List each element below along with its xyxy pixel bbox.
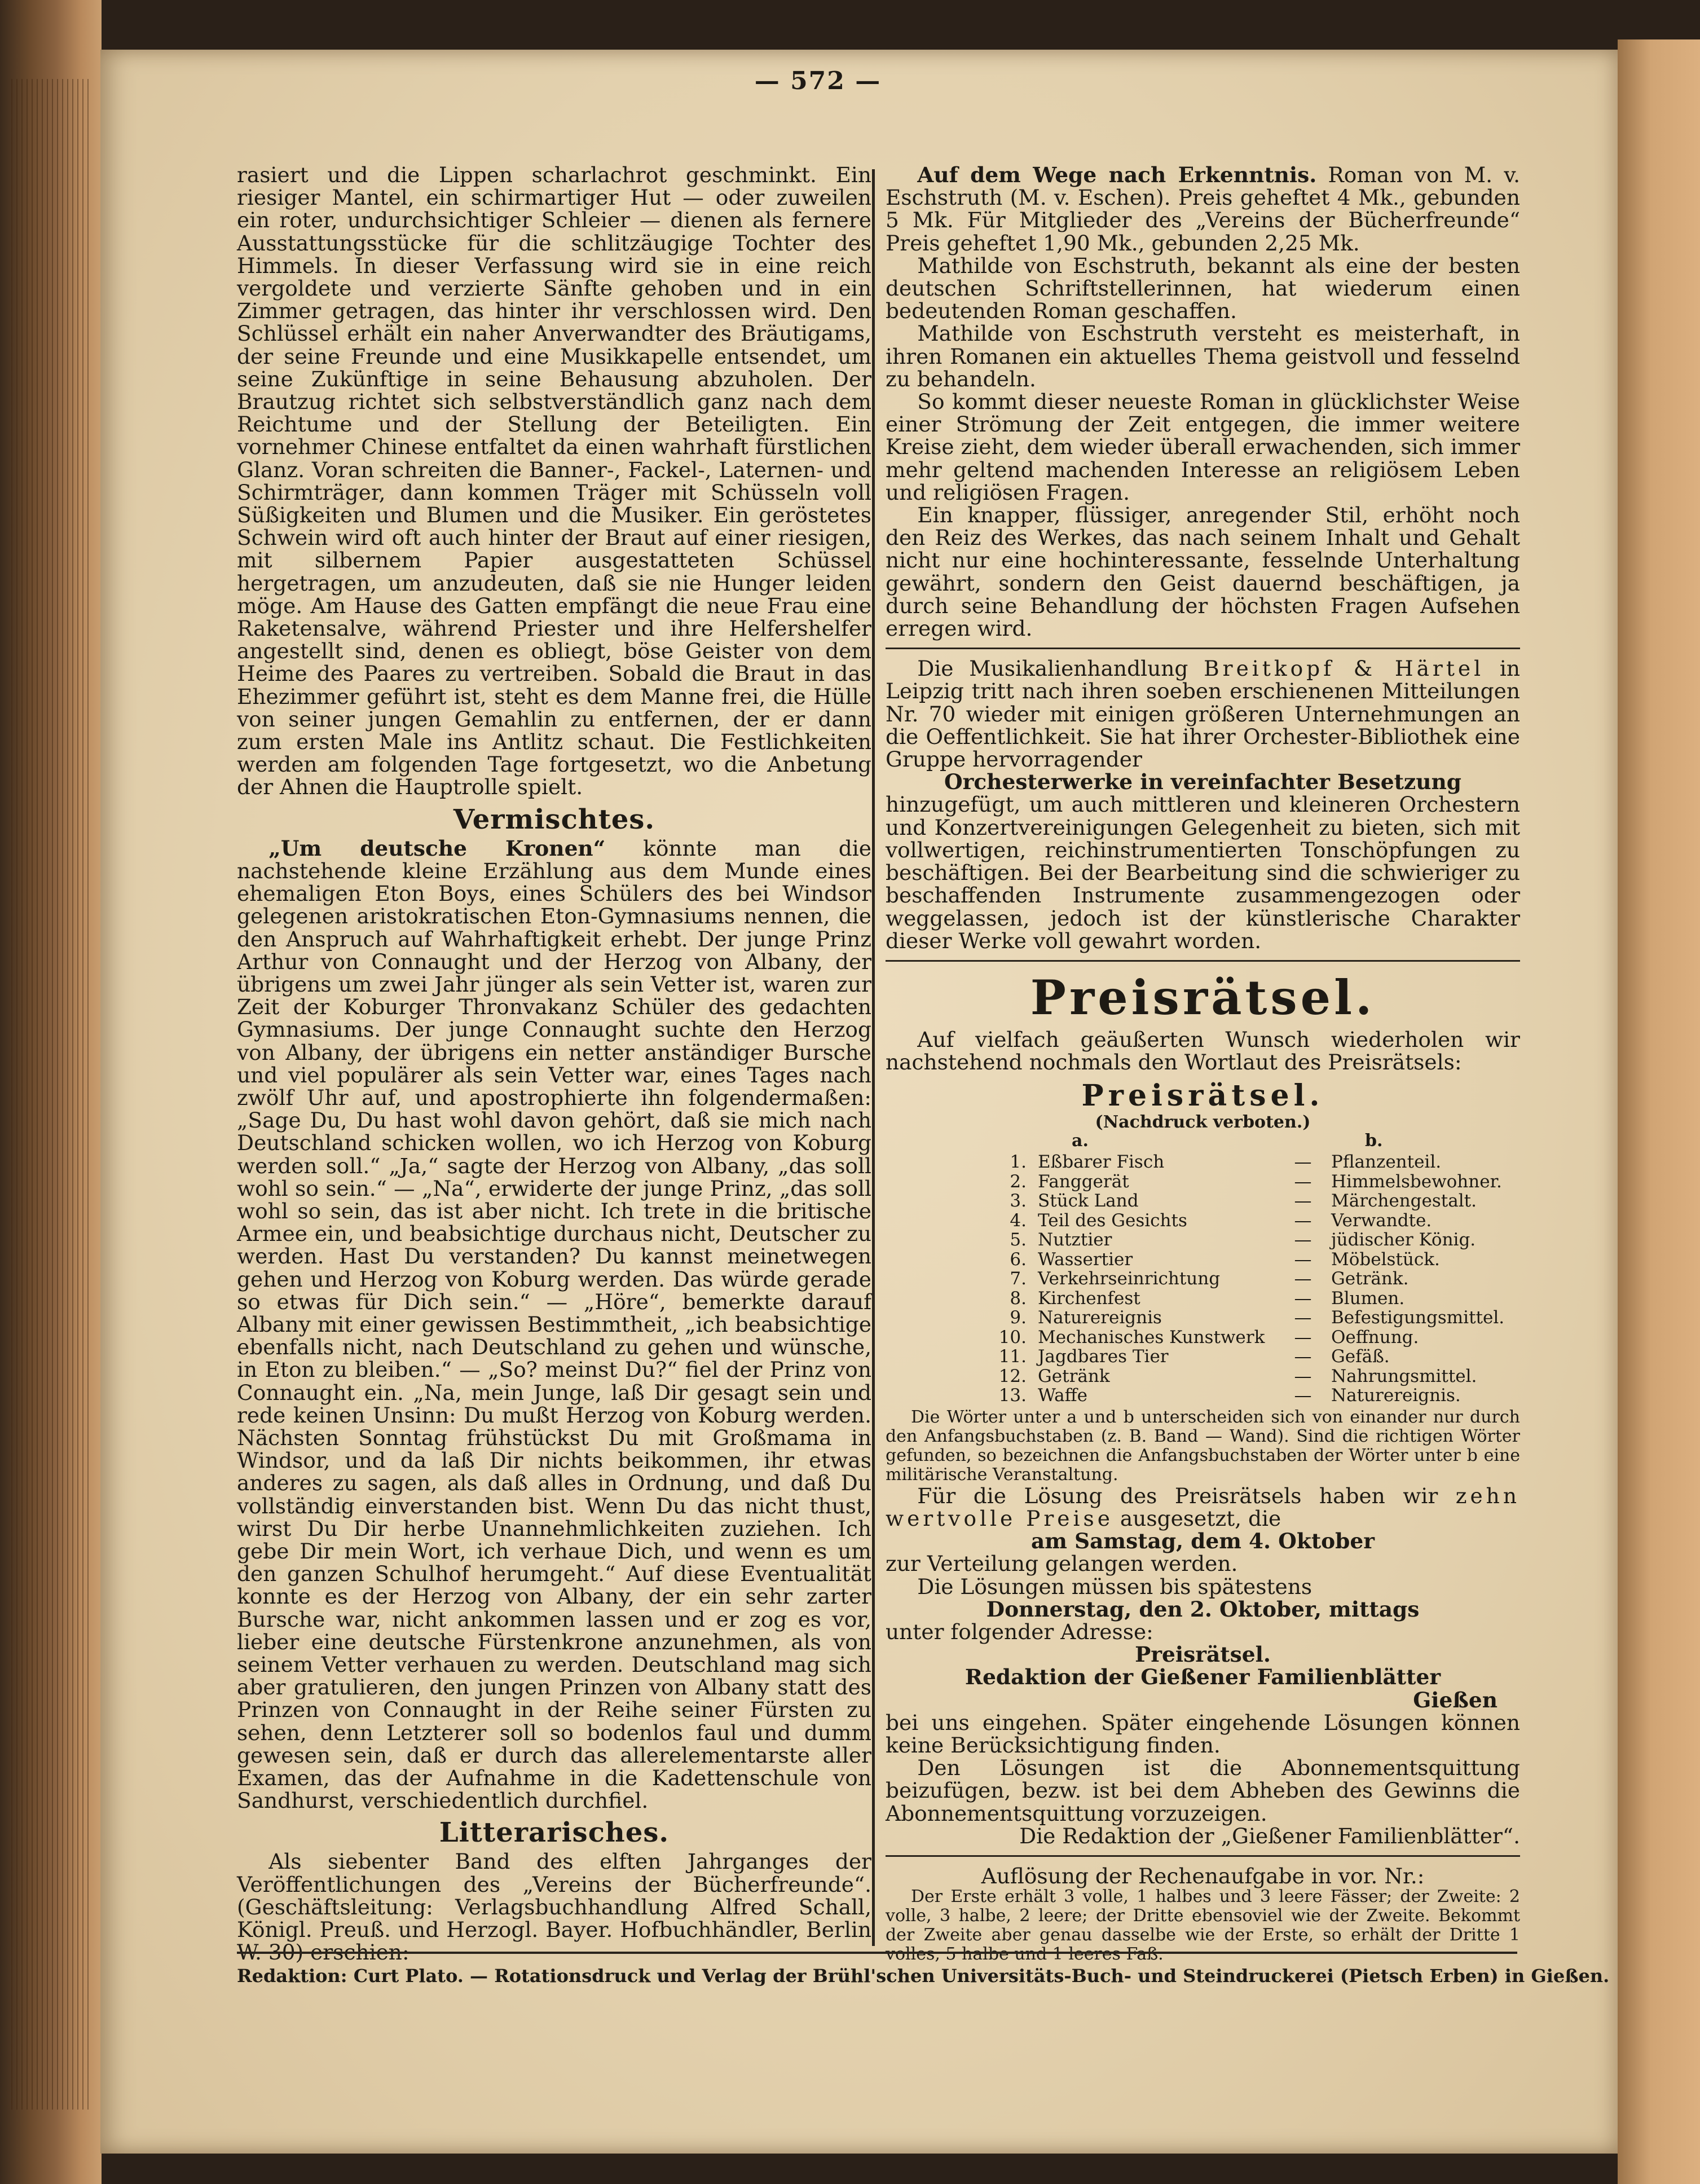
puzzle-intro: Auf vielfach geäußerten Wunsch wiederholen wir nachstehend nochmals den Wortlaut des Preisrätsels: <box>886 1027 1520 1075</box>
orchestral-works-heading: Orchesterwerke in vereinfachter Besetzung <box>944 769 1461 795</box>
row-number: 4. <box>1010 1210 1027 1231</box>
row-dash: — <box>1294 1152 1312 1173</box>
facing-page-edge <box>1618 39 1700 2184</box>
row-number: 3. <box>1010 1191 1027 1212</box>
row-number: 5. <box>1010 1230 1027 1250</box>
row-number: 12. <box>998 1366 1027 1386</box>
puzzle-table <box>987 1152 1510 1406</box>
row-number: 7. <box>1010 1269 1027 1289</box>
review-paragraph: Mathilde von Eschstruth versteht es meisterhaft, in ihren Romanen ein aktuelles Thema geistvoll und fesselnd zu behandeln. <box>886 321 1520 391</box>
row-dash: — <box>1294 1327 1312 1348</box>
review-paragraph: Ein knapper, flüssiger, anregender Stil, erhöht noch den Reiz des Werkes, das nach seinem Inhalt und Gehalt nicht nur eine hochinteressante, fesselnde Unterhaltung gewährt, sondern den Geist dauernd beschäftigen, ja durch seine Behandlung der höchsten Fragen Aufsehen erregen wird. <box>886 503 1520 641</box>
row-number: 9. <box>1010 1307 1027 1328</box>
page-edges <box>11 79 90 2110</box>
clue-a: Mechanisches Kunstwerk <box>1038 1327 1265 1348</box>
review-paragraph: Mathilde von Eschstruth, bekannt als eine der besten deutschen Schriftstellerinnen, hat wiederum einen bedeutenden Roman geschaffen. <box>886 253 1520 324</box>
clue-b: Naturereignis. <box>1331 1385 1461 1406</box>
clue-a: Naturereignis <box>1038 1307 1162 1328</box>
puzzle-explanation: Die Wörter unter a und b unterscheiden sich von einander nur durch den Anfangsbuchstaben (z. B. Band — Wand). Sind die richtigen Wörter gefunden, so bezeichnen die Anfangsbuchstaben der Wörter unter b eine militärische Veranstaltung. <box>886 1407 1520 1485</box>
puzzle-column-headers <box>1072 1132 1520 1150</box>
row-number: 13. <box>998 1385 1027 1406</box>
address-intro: unter folgender Adresse: <box>886 1619 1153 1645</box>
clue-b: Pflanzenteil. <box>1331 1152 1442 1173</box>
puzzle-row <box>987 1191 1510 1211</box>
book-binding <box>0 0 102 2184</box>
row-dash: — <box>1294 1230 1312 1250</box>
article-litterarisches: Als siebenter Band des elften Jahrganges der Veröffentlichungen des „Vereins der Bücherfreunde“. (Geschäftsleitung: Verlagsbuchhandlung Alfred Schall, Königl. Preuß. und Herzogl. Bayer. Hofbuchhändler, Berlin W. 30) erschien: <box>237 1849 871 1965</box>
puzzle-row <box>987 1308 1510 1328</box>
music-notice-text: in Leipzig tritt nach ihren soeben erschienenen Mitteilungen Nr. 70 wieder mit einigen größeren Unternehmungen an die Oeffentlichkeit. Sie hat ihrer Orchester-Bibliothek eine Gruppe hervorragender <box>886 656 1520 772</box>
prize-distribution: zur Verteilung gelangen werden. <box>886 1551 1238 1577</box>
book-review-intro <box>886 164 1520 254</box>
book-title: Auf dem Wege nach Erkenntnis. <box>917 162 1317 187</box>
row-dash: — <box>1294 1191 1312 1212</box>
row-number: 10. <box>998 1327 1027 1348</box>
row-number: 1. <box>1010 1152 1027 1173</box>
puzzle-note: (Nachdruck verboten.) <box>1095 1112 1311 1133</box>
puzzle-row <box>987 1230 1510 1250</box>
puzzle-row <box>987 1172 1510 1192</box>
clue-b: Märchengestalt. <box>1331 1191 1477 1212</box>
puzzle-row <box>987 1347 1510 1367</box>
row-number: 11. <box>998 1346 1027 1367</box>
clue-a: Teil des Gesichts <box>1038 1210 1187 1231</box>
section-rule <box>886 1855 1520 1857</box>
row-dash: — <box>1294 1307 1312 1328</box>
puzzle-row <box>987 1269 1510 1289</box>
clue-b: Verwandte. <box>1331 1210 1432 1231</box>
column-divider <box>872 169 875 1946</box>
puzzle-big-title: Preisrätsel. <box>1030 969 1376 1025</box>
puzzle-title: Preisrätsel. <box>1081 1078 1324 1113</box>
firm-name: Breitkopf & Härtel <box>1204 656 1485 681</box>
article-kronen <box>237 837 871 1812</box>
deadline-date: Donnerstag, den 2. Oktober, mittags <box>986 1596 1420 1622</box>
left-column <box>237 164 871 1963</box>
music-notice-end: hinzugefügt, um auch mittleren und kleineren Orchestern und Konzertvereinigungen Gelegenheit zu bieten, sich mit vollwertigen, reichinstrumentierten Tonschöpfungen zu beschäftigen. Bei der Bearbeitung sind die schwieriger zu beschaffenden Instrumente zusammengezogen oder weggelassen, jedoch ist der künstlerische Charakter dieser Werke voll gewahrt worden. <box>886 792 1520 953</box>
column-a-label: a. <box>1072 1131 1089 1151</box>
row-dash: — <box>1294 1269 1312 1289</box>
prize-info <box>886 1485 1520 1530</box>
solution-text: Der Erste erhält 3 volle, 1 halbes und 3 leere Fässer; der Zweite: 2 volle, 3 halbe, 2 leere; der Dritte ebensoviel wie der Zweite. Bekommt der Zweite aber genau dasselbe wie der Erste, so erhält der Dritte 1 volles, 5 halbe und 1 leeres Faß. <box>886 1887 1520 1965</box>
row-dash: — <box>1294 1346 1312 1367</box>
puzzle-row <box>987 1328 1510 1348</box>
book-price: Roman von M. v. Eschstruth (M. v. Eschen). Preis geheftet 4 Mk., gebunden 5 Mk. Für Mitglieder des „Vereins der Bücherfreunde“ Preis geheftet 1,90 Mk., gebunden 2,25 Mk. <box>886 162 1520 256</box>
clue-a: Kirchenfest <box>1038 1288 1140 1309</box>
solution-title: Auflösung der Rechenaufgabe in vor. Nr.: <box>981 1864 1425 1889</box>
clue-a: Wassertier <box>1038 1249 1133 1270</box>
clue-b: Gefäß. <box>1331 1346 1390 1367</box>
row-dash: — <box>1294 1210 1312 1231</box>
prize-text: Für die Lösung des Preisrätsels haben wir <box>917 1483 1456 1508</box>
article-kronen-body: könnte man die nachstehende kleine Erzählung aus dem Munde eines ehemaligen Eton Boys, eines Schülers des bei Windsor gelegenen aristokratischen Eton-Gymnasiums nennen, die den Anspruch auf Wahrhaftigkeit erhebt. Der junge Prinz Arthur von Connaught und der Herzog von Albany, der übrigens um zwei Jahr jünger als sein Vetter ist, waren zur Zeit der Koburger Thronvakanz Schüler des gedachten Gymnasiums. Der junge Connaught suchte den Herzog von Albany, der übrigens ein netter anständiger Bursche und viel populärer als sein Vetter war, eines Tages nach zwölf Uhr auf, und apostrophierte ihn folgendermaßen: „Sage Du, Du hast wohl davon gehört, daß sie mich nach Deutschland schicken wollen, wo ich Herzog von Koburg werden soll.“ „Ja,“ sagte der Herzog von Albany, „das soll wohl so sein.“ — „Na“, erwiderte der junge Prinz, „das soll wohl so sein, das ist aber nicht. Ich trete in die britische Armee ein, und beabsichtige durchaus nicht, Deutscher zu werden. Hast Du verstanden? Du kannst meinetwegen gehen und Herzog von Koburg werden. Das würde gerade so etwas für Dich sein.“ — „Höre“, bemerkte darauf Albany mit einer gewissen Bestimmtheit, „ich beabsichtige ebenfalls nicht, nach Deutschland zu gehen und wünsche, in Eton zu bleiben.“ — „So? meinst Du?“ fiel der Prinz von Connaught ein. „Na, mein Junge, laß Dir gesagt sein und rede keinen Unsinn: Du mußt Herzog von Koburg werden. Nächsten Sonntag frühstückst Du mit Großmama in Windsor, und da laß Dir nichts beikommen, ihr etwas anderes zu sagen, als daß alles in Ordnung, und daß Du vollständig einverstanden bist. Wenn Du das nicht thust, wirst Du Dir herbe Unannehmlichkeiten zuziehen. Ich gebe Dir mein Wort, ich verhaue Dich, und wenn es um den ganzen Schulhof herumgeht.“ Auf diese Eventualität konnte es der Herzog von Albany, der ein sehr zarter Bursche war, nicht ankommen lassen und er zog es vor, lieber eine deutsche Fürstenkrone anzunehmen, als von seinem Vetter verhauen zu werden. Deutschland mag sich aber gratulieren, den jungen Prinzen von Albany statt des Prinzen von Connaught in der Reihe seiner Fürsten zu sehen, denn Letzterer soll so bodenlos faul und dumm gewesen sein, daß er durch das allerelementarste aller Examen, das der Aufnahme in die Kadettenschule von Sandhurst, verschiedentlich durchfiel. <box>237 835 871 1813</box>
row-dash: — <box>1294 1366 1312 1386</box>
address-city: Gießen <box>1413 1687 1498 1712</box>
puzzle-row <box>987 1211 1510 1231</box>
clue-a: Nutztier <box>1038 1230 1112 1250</box>
clue-a: Fanggerät <box>1038 1171 1129 1192</box>
section-rule <box>886 960 1520 962</box>
clue-b: Möbelstück. <box>1331 1249 1440 1270</box>
row-number: 6. <box>1010 1249 1027 1270</box>
right-column <box>886 164 1520 1964</box>
imprint-footer: Redaktion: Curt Plato. — Rotationsdruck und Verlag der Brühl'schen Universitäts-Buch- und Steindruckerei (Pietsch Erben) in Gießen. <box>237 1952 1517 2010</box>
section-rule <box>886 648 1520 649</box>
clue-b: Blumen. <box>1331 1288 1405 1309</box>
clue-b: Himmelsbewohner. <box>1331 1171 1502 1192</box>
receipt-note: Den Lösungen ist die Abonnementsquittung beizufügen, bezw. ist bei dem Abheben des Gewinns die Abonnementsquittung vorzuzeigen. <box>886 1755 1520 1826</box>
puzzle-row <box>987 1152 1510 1172</box>
clue-a: Waffe <box>1038 1385 1088 1406</box>
music-notice <box>886 657 1520 770</box>
puzzle-row <box>987 1289 1510 1309</box>
column-b-label: b. <box>1365 1131 1383 1151</box>
clue-b: jüdischer König. <box>1331 1230 1476 1250</box>
row-dash: — <box>1294 1288 1312 1309</box>
music-notice-text: Die Musikalienhandlung <box>917 656 1204 681</box>
clue-a: Stück Land <box>1038 1191 1139 1212</box>
heading-litterarisches: Litterarisches. <box>439 1817 670 1849</box>
prize-date: am Samstag, dem 4. Oktober <box>1031 1529 1375 1554</box>
clue-b: Getränk. <box>1331 1269 1409 1289</box>
review-paragraph: So kommt dieser neueste Roman in glücklichster Weise einer Strömung der Zeit entgegen, die immer weitere Kreise zieht, dem wieder überall erwachenden, sich immer mehr geltend machenden Interesse an religiösem Leben und religiösen Fragen. <box>886 389 1520 505</box>
puzzle-row <box>987 1386 1510 1406</box>
prize-text: ausgesetzt, die <box>1113 1506 1281 1531</box>
address-line: Redaktion der Gießener Familienblätter <box>964 1665 1441 1690</box>
clue-a: Eßbarer Fisch <box>1038 1152 1165 1173</box>
editor-signature: Die Redaktion der „Gießener Familienblätter“. <box>1019 1823 1520 1848</box>
row-number: 8. <box>1010 1288 1027 1309</box>
clue-b: Befestigungsmittel. <box>1331 1307 1505 1328</box>
heading-vermischtes: Vermischtes. <box>453 803 655 835</box>
prize-count: zehn wertvolle Preise <box>886 1483 1520 1531</box>
row-dash: — <box>1294 1171 1312 1192</box>
puzzle-row <box>987 1250 1510 1270</box>
address-line: Preisrätsel. <box>1135 1642 1271 1667</box>
puzzle-row <box>987 1367 1510 1386</box>
article-kronen-lead: „Um deutsche Kronen“ <box>268 835 606 861</box>
clue-b: Oeffnung. <box>1331 1327 1419 1348</box>
clue-a: Verkehrseinrichtung <box>1038 1269 1221 1289</box>
deadline-text: Die Lösungen müssen bis spätestens <box>917 1574 1313 1599</box>
row-dash: — <box>1294 1385 1312 1406</box>
row-dash: — <box>1294 1249 1312 1270</box>
clue-a: Getränk <box>1038 1366 1110 1386</box>
page-number: — 572 — <box>754 67 882 95</box>
clue-b: Nahrungsmittel. <box>1331 1366 1477 1386</box>
row-number: 2. <box>1010 1171 1027 1192</box>
late-solutions-note: bei uns eingehen. Später eingehende Lösungen können keine Berücksichtigung finden. <box>886 1710 1520 1758</box>
clue-a: Jagdbares Tier <box>1038 1346 1169 1367</box>
article-continuation: rasiert und die Lippen scharlachrot geschminkt. Ein riesiger Mantel, ein schirmartiger Hut — oder zuweilen ein roter, undurchsichtiger Schleier — dienen als fernere Ausstattungsstücke für die schlitzäugige Tochter des Himmels. In dieser Verfassung wird sie in eine reich vergoldete und verzierte Sänfte gehoben und in ein Zimmer getragen, das hinter ihr verschlossen wird. Den Schlüssel erhält ein naher Anverwandter des Bräutigams, der seine Freunde und eine Musikkapelle entsendet, um seine Zukünftige in seine Behausung abzuholen. Der Brautzug richtet sich selbstverständlich ganz nach dem Reichtume und der Stellung der Beteiligten. Ein vornehmer Chinese entfaltet da einen wahrhaft fürstlichen Glanz. Voran schreiten die Banner-, Fackel-, Laternen- und Schirmträger, dann kommen Träger mit Schüsseln voll Süßigkeiten und Blumen und die Musiker. Ein geröstetes Schwein wird oft auch hinter der Braut auf einer riesigen, mit silbernem Papier ausgestatteten Schüssel hergetragen, um anzudeuten, daß sie nie Hunger leiden möge. Am Hause des Gatten empfängt die neue Frau eine Raketensalve, während Priester und ihre Helfershelfer angestellt sind, denen es obliegt, böse Geister von dem Heime des Paares zu vertreiben. Sobald die Braut in das Ehezimmer geführt ist, steht es dem Manne frei, die Hülle von seiner jungen Gemahlin zu entfernen, der er dann zum ersten Male ins Antlitz schaut. Die Festlichkeiten werden am folgenden Tage fortgesetzt, wo die Anbetung der Ahnen die Hauptrolle spielt. <box>237 162 871 800</box>
